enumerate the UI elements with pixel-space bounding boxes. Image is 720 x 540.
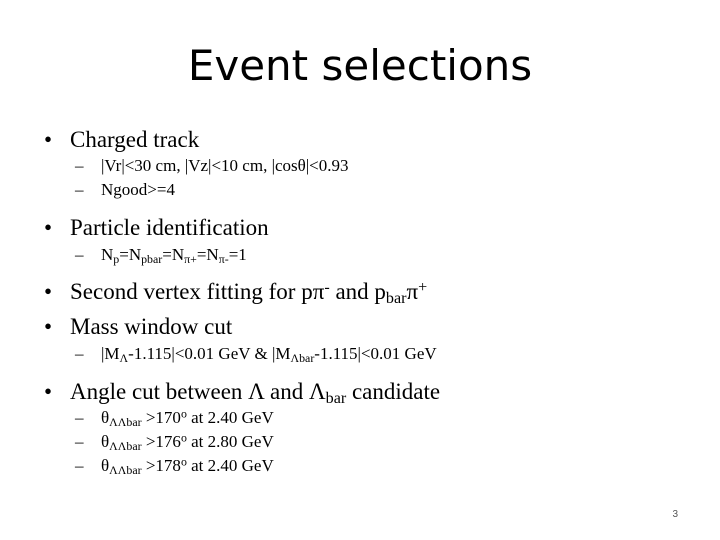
theta-subscript: ΛΛbar bbox=[109, 414, 142, 429]
pid-text: =N bbox=[162, 245, 185, 264]
degree-mark: o bbox=[180, 430, 187, 445]
energy-text: at 2.40 GeV bbox=[186, 408, 274, 427]
superscript: - bbox=[324, 278, 330, 296]
superscript: + bbox=[418, 278, 428, 296]
slide-title: Event selections bbox=[187, 41, 533, 90]
mass-text: |M bbox=[101, 344, 120, 363]
mass-subscript: Λ bbox=[119, 350, 129, 365]
bullet-text: Second vertex fitting for pπ bbox=[70, 279, 325, 304]
dash-marker: – bbox=[75, 245, 84, 264]
sub-bullet-pid bbox=[75, 244, 247, 266]
angle-value: >170 bbox=[141, 408, 181, 427]
degree-mark: o bbox=[180, 406, 187, 421]
bullet-particle-id bbox=[44, 214, 269, 242]
theta-subscript: ΛΛbar bbox=[109, 462, 142, 477]
bullet-text: Charged track bbox=[70, 127, 200, 152]
bullet-marker: • bbox=[44, 127, 53, 152]
bullet-marker: • bbox=[44, 279, 53, 304]
bullet-vertex-fit bbox=[44, 278, 427, 306]
pid-subscript: π- bbox=[218, 251, 229, 266]
bullet-text: Angle cut between Λ and Λ bbox=[70, 379, 326, 404]
sub-bullet-text: Ngood>=4 bbox=[101, 180, 175, 199]
page-number: 3 bbox=[672, 509, 678, 520]
pid-text: N bbox=[101, 245, 114, 264]
energy-text: at 2.80 GeV bbox=[186, 432, 274, 451]
bullet-marker: • bbox=[44, 215, 53, 240]
degree-mark: o bbox=[180, 454, 187, 469]
subscript: bar bbox=[385, 290, 407, 308]
mass-text: -1.115|<0.01 GeV & |M bbox=[128, 344, 291, 363]
sub-bullet-track-cuts bbox=[75, 155, 349, 177]
sub-bullet-mass-cut bbox=[75, 343, 437, 365]
angle-value: >178 bbox=[141, 456, 181, 475]
bullet-mass-window bbox=[44, 313, 232, 341]
theta-subscript: ΛΛbar bbox=[109, 438, 142, 453]
angle-value: >176 bbox=[141, 432, 181, 451]
mass-text: -1.115|<0.01 GeV bbox=[314, 344, 437, 363]
bullet-marker: • bbox=[44, 379, 53, 404]
pid-subscript: pbar bbox=[141, 251, 163, 266]
bullet-text: Particle identification bbox=[70, 215, 269, 240]
bullet-text: π bbox=[406, 279, 419, 304]
pid-subscript: π+ bbox=[184, 251, 197, 266]
sub-bullet-angle-1 bbox=[75, 407, 274, 429]
mass-subscript: Λbar bbox=[290, 350, 315, 365]
dash-marker: – bbox=[75, 344, 84, 363]
theta-symbol: θ bbox=[101, 456, 110, 475]
bullet-text: candidate bbox=[346, 379, 441, 404]
subscript: bar bbox=[325, 390, 347, 408]
sub-bullet-text: |Vr|<30 cm, |Vz|<10 cm, |cosθ|<0.93 bbox=[101, 156, 349, 175]
theta-symbol: θ bbox=[101, 408, 110, 427]
dash-marker: – bbox=[75, 456, 84, 475]
energy-text: at 2.40 GeV bbox=[186, 456, 274, 475]
pid-text: =N bbox=[119, 245, 142, 264]
bullet-text: and p bbox=[329, 279, 386, 304]
pid-subscript: p bbox=[113, 251, 120, 266]
bullet-angle-cut bbox=[44, 378, 440, 406]
sub-bullet-ngood bbox=[75, 179, 175, 201]
dash-marker: – bbox=[75, 180, 84, 199]
dash-marker: – bbox=[75, 432, 84, 451]
sub-bullet-angle-2 bbox=[75, 431, 274, 453]
dash-marker: – bbox=[75, 408, 84, 427]
bullet-text: Mass window cut bbox=[70, 314, 233, 339]
bullet-charged-track bbox=[44, 126, 199, 154]
dash-marker: – bbox=[75, 156, 84, 175]
theta-symbol: θ bbox=[101, 432, 110, 451]
pid-text: =N bbox=[196, 245, 219, 264]
bullet-marker: • bbox=[44, 314, 53, 339]
sub-bullet-angle-3 bbox=[75, 455, 274, 477]
pid-text: =1 bbox=[228, 245, 247, 264]
